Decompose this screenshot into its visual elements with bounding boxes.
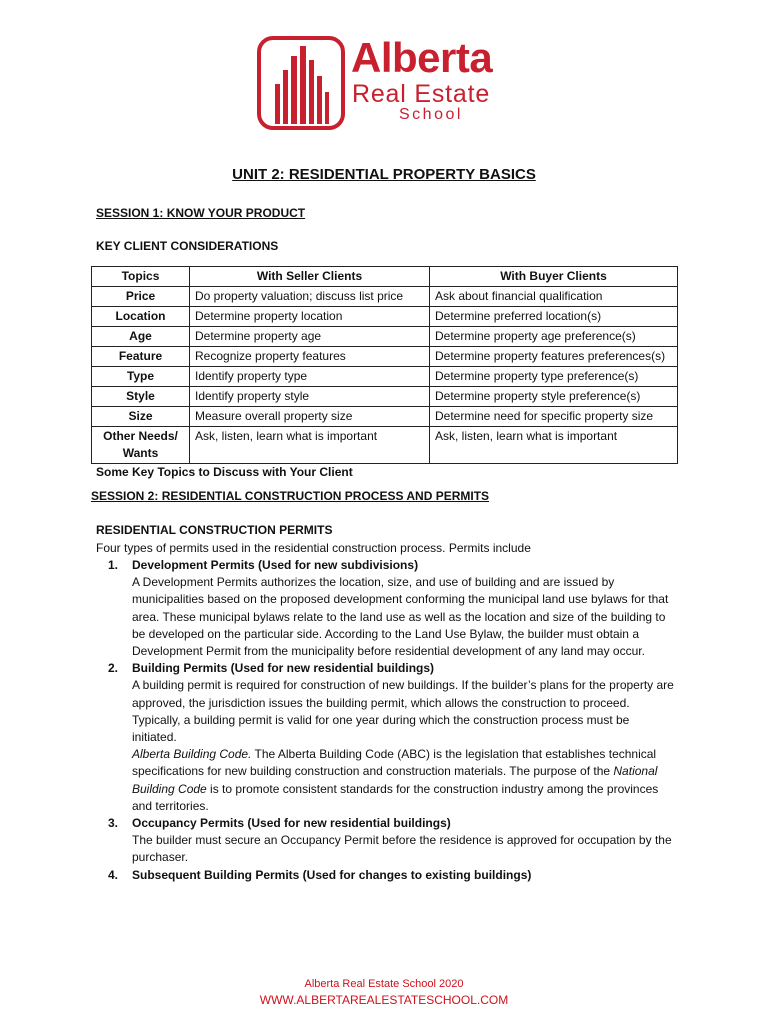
table-cell-topic: Type — [92, 367, 190, 387]
nbc-emphasis: National Building Code — [132, 764, 658, 796]
table-cell-topic: Price — [92, 287, 190, 307]
table-cell-topic: Feature — [92, 347, 190, 367]
table-caption: Some Key Topics to Discuss with Your Client — [96, 465, 353, 479]
list-item — [96, 815, 676, 867]
permits-list — [96, 557, 676, 884]
table-row — [92, 327, 678, 347]
list-item-number: 1. — [108, 558, 119, 572]
list-item-text: A Development Permits authorizes the location, size, and use of building and are issued by municipalities based on the proposed development conforming the municipal land use bylaws for that area. These municipal bylaws relate to the land use as well as the location and size of the building to be developed on the particular side. According to the Land Use Bylaw, the builder must obtain a Development Permit from the municipality before residential development of any land may occur. — [132, 575, 669, 659]
table-cell: Determine property location — [190, 307, 430, 327]
abc-text-part1: The Alberta Building Code (ABC) is the legislation that establishes technical specifications for new building construction and construction materials. The purpose of the — [132, 747, 657, 779]
list-item-number: 3. — [108, 816, 119, 831]
table-cell-topic: Age — [92, 327, 190, 347]
table-row — [92, 387, 678, 407]
client-considerations-table — [91, 266, 678, 464]
table-cell-topic: Style — [92, 387, 190, 407]
table-cell: Determine property age preference(s) — [430, 327, 678, 347]
table-cell: Identify property style — [190, 387, 430, 407]
table-row — [92, 427, 678, 464]
table-header: Topics — [92, 267, 190, 287]
logo-brand-name: Alberta — [351, 34, 493, 81]
list-item-number: 4. — [108, 867, 119, 882]
table-cell: Identify property type — [190, 367, 430, 387]
list-item-text: The builder must secure an Occupancy Permit before the residence is approved for occupation by the purchaser. — [132, 833, 672, 865]
list-item — [96, 867, 676, 884]
table-cell: Determine need for specific property size — [430, 407, 678, 427]
list-item — [96, 660, 676, 815]
table-cell: Determine property style preference(s) — [430, 387, 678, 407]
key-client-heading: KEY CLIENT CONSIDERATIONS — [96, 239, 279, 253]
table-row — [92, 347, 678, 367]
list-item-heading: Building Permits (Used for new residential buildings) — [132, 661, 435, 676]
footer-copyright: Alberta Real Estate School 2020 — [304, 978, 464, 990]
table-cell-topic: Other Needs/ Wants — [92, 427, 190, 464]
school-logo — [257, 36, 517, 132]
list-item-heading: Development Permits (Used for new subdivisions) — [132, 558, 419, 572]
table-row — [92, 287, 678, 307]
list-item-heading: Subsequent Building Permits (Used for changes to existing buildings) — [132, 867, 532, 882]
table-cell: Ask about financial qualification — [430, 287, 678, 307]
table-cell-topic: Size — [92, 407, 190, 427]
table-cell: Measure overall property size — [190, 407, 430, 427]
logo-brand-line2: Real Estate — [352, 80, 491, 108]
table-cell: Ask, listen, learn what is important — [190, 427, 430, 464]
table-cell: Ask, listen, learn what is important — [430, 427, 678, 464]
permits-heading: RESIDENTIAL CONSTRUCTION PERMITS — [96, 523, 333, 537]
table-cell: Recognize property features — [190, 347, 430, 367]
table-header: With Buyer Clients — [430, 267, 678, 287]
abc-text-part2: is to promote consistent standards for the construction industry among the provinces and territories. — [132, 781, 659, 813]
table-cell: Determine property type preference(s) — [430, 367, 678, 387]
table-cell: Determine preferred location(s) — [430, 307, 678, 327]
session2-heading: SESSION 2: RESIDENTIAL CONSTRUCTION PROCESS AND PERMITS — [91, 489, 490, 503]
list-item-number: 2. — [108, 661, 119, 676]
abc-emphasis: Alberta Building Code. — [132, 747, 252, 762]
table-header: With Seller Clients — [190, 267, 430, 287]
table-row — [92, 307, 678, 327]
list-item-text: A building permit is required for construction of new buildings. If the builder’s plans for the property are approved, the jurisdiction issues the building permit, which allows the construction to proceed. Typically, a building permit is valid for one year during which the construction process must be initiated. — [132, 678, 674, 745]
table-row — [92, 407, 678, 427]
list-item — [96, 557, 676, 660]
abc-paragraph — [132, 746, 676, 815]
unit-title: UNIT 2: RESIDENTIAL PROPERTY BASICS — [232, 166, 536, 183]
table-header-row — [92, 267, 678, 287]
list-item-heading: Occupancy Permits (Used for new residential buildings) — [132, 816, 451, 831]
table-cell: Determine property features preferences(s) — [430, 347, 678, 367]
footer-website-link[interactable]: WWW.ALBERTAREALESTATESCHOOL.COM — [259, 993, 509, 1007]
building-logo-icon — [257, 36, 347, 132]
table-cell: Determine property age — [190, 327, 430, 347]
logo-brand-line3: School — [399, 106, 463, 123]
session1-heading: SESSION 1: KNOW YOUR PRODUCT — [96, 206, 306, 220]
table-cell-topic: Location — [92, 307, 190, 327]
table-row — [92, 367, 678, 387]
table-cell: Do property valuation; discuss list price — [190, 287, 430, 307]
permits-intro: Four types of permits used in the residential construction process. Permits include — [96, 541, 531, 555]
